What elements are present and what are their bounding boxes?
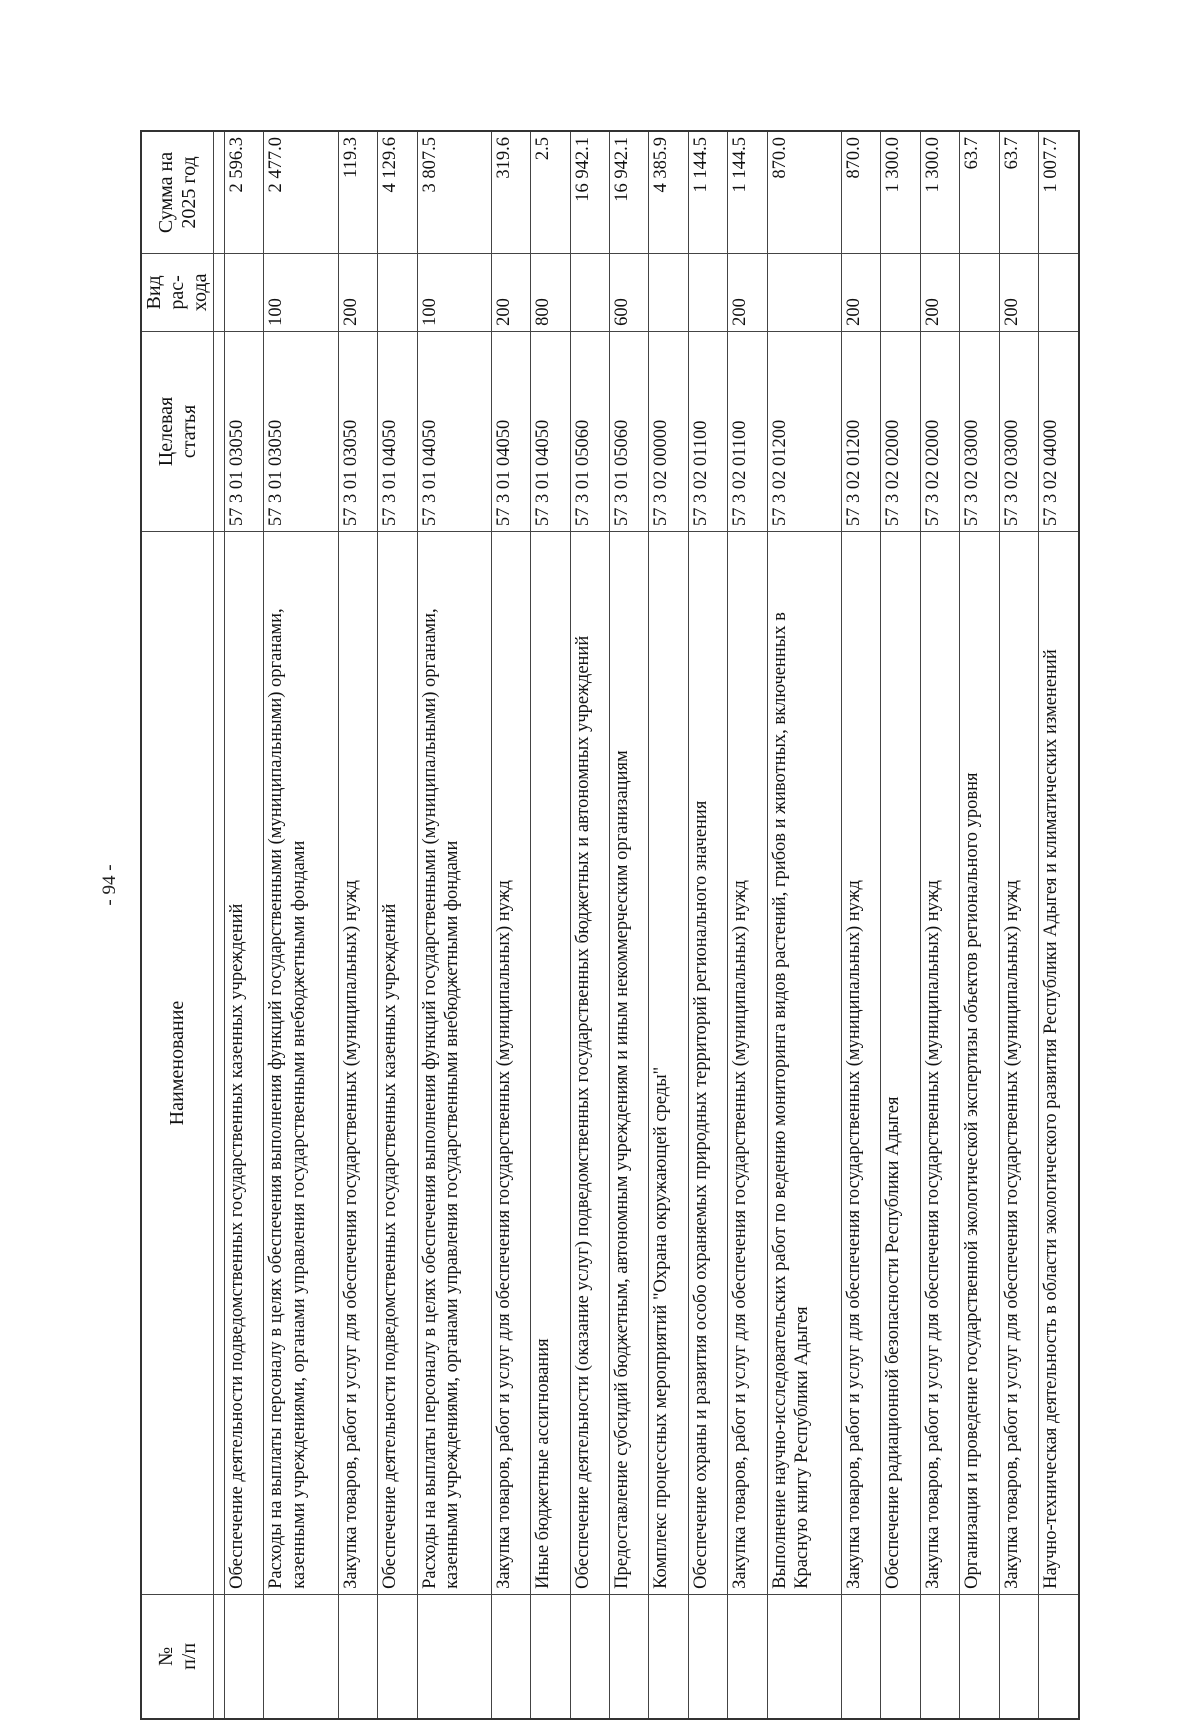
table-row — [920, 131, 959, 1719]
row-sum: 16 942.1 — [570, 131, 609, 253]
row-sum: 870.0 — [841, 131, 880, 253]
row-num — [570, 1594, 609, 1719]
row-sum: 3 807.5 — [417, 131, 491, 253]
row-kind: 200 — [920, 253, 959, 331]
row-sum: 16 942.1 — [610, 131, 649, 253]
row-sum: 2 596.3 — [225, 131, 264, 253]
row-name: Закупка товаров, работ и услуг для обеспечения государственных (муниципальных) нужд — [999, 532, 1038, 1595]
table-row — [1039, 131, 1079, 1719]
row-num — [531, 1594, 570, 1719]
header-sum — [141, 131, 214, 253]
spacer-cell — [214, 1594, 225, 1719]
row-kind: 200 — [728, 253, 767, 331]
table-row — [264, 131, 338, 1719]
spacer-cell — [214, 253, 225, 331]
row-sum: 2.5 — [531, 131, 570, 253]
row-num — [1039, 1594, 1079, 1719]
table-row — [728, 131, 767, 1719]
row-code: 57 3 01 04050 — [417, 331, 491, 531]
row-name: Закупка товаров, работ и услуг для обеспечения государственных (муниципальных) нужд — [841, 532, 880, 1595]
row-name: Обеспечение деятельности (оказание услуг) подведомственных государственных бюджетных и автономных учреждений — [570, 532, 609, 1595]
row-kind: 800 — [531, 253, 570, 331]
row-name: Научно-техническая деятельность в области экологического развития Республики Адыгея и климатических изменений — [1039, 532, 1079, 1595]
header-name-text: Наименование — [166, 1000, 188, 1126]
row-sum: 319.6 — [491, 131, 530, 253]
header-name — [141, 532, 214, 1595]
spacer-cell — [214, 532, 225, 1595]
row-name: Выполнение научно-исследовательских работ по ведению мониторинга видов растений, грибов и животных, включенных в Красную книгу Республики Адыгея — [767, 532, 841, 1595]
row-sum: 1 300.0 — [881, 131, 920, 253]
row-name: Обеспечение радиационной безопасности Республики Адыгея — [881, 532, 920, 1595]
spacer-cell — [214, 131, 225, 253]
header-kind — [141, 253, 214, 331]
row-sum: 870.0 — [767, 131, 841, 253]
row-num — [999, 1594, 1038, 1719]
row-num — [338, 1594, 377, 1719]
row-kind: 200 — [841, 253, 880, 331]
row-code: 57 3 01 05060 — [610, 331, 649, 531]
row-name: Иные бюджетные ассигнования — [531, 532, 570, 1595]
row-num — [728, 1594, 767, 1719]
table-row — [688, 131, 727, 1719]
table-row — [378, 131, 417, 1719]
spacer-cell — [214, 331, 225, 531]
row-kind: 600 — [610, 253, 649, 331]
row-kind — [378, 253, 417, 331]
row-name: Обеспечение деятельности подведомственных государственных казенных учреждений — [225, 532, 264, 1595]
row-sum: 1 144.5 — [688, 131, 727, 253]
row-sum: 63.7 — [960, 131, 999, 253]
row-sum: 4 129.6 — [378, 131, 417, 253]
row-num — [610, 1594, 649, 1719]
table-row — [491, 131, 530, 1719]
row-num — [920, 1594, 959, 1719]
table-header-row — [141, 131, 214, 1719]
row-kind: 100 — [264, 253, 338, 331]
rotated-table-container — [140, 130, 1080, 1720]
row-code: 57 3 02 01200 — [767, 331, 841, 531]
table-row — [338, 131, 377, 1719]
row-code: 57 3 02 01200 — [841, 331, 880, 531]
row-num — [841, 1594, 880, 1719]
table-row — [649, 131, 688, 1719]
row-name: Закупка товаров, работ и услуг для обеспечения государственных (муниципальных) нужд — [728, 532, 767, 1595]
row-num — [649, 1594, 688, 1719]
row-name: Предоставление субсидий бюджетным, автономным учреждениям и иным некоммерческим организациям — [610, 532, 649, 1595]
header-num — [141, 1594, 214, 1719]
row-code: 57 3 02 01100 — [688, 331, 727, 531]
page-number: - 94 - — [99, 864, 120, 906]
table-row — [225, 131, 264, 1719]
row-num — [767, 1594, 841, 1719]
row-sum: 2 477.0 — [264, 131, 338, 253]
row-num — [417, 1594, 491, 1719]
row-name: Обеспечение охраны и развития особо охраняемых природных территорий регионального значения — [688, 532, 727, 1595]
row-num — [491, 1594, 530, 1719]
row-code: 57 3 02 00000 — [649, 331, 688, 531]
row-kind — [881, 253, 920, 331]
row-num — [225, 1594, 264, 1719]
table-row — [960, 131, 999, 1719]
table-row — [417, 131, 491, 1719]
row-code: 57 3 02 02000 — [881, 331, 920, 531]
row-code: 57 3 02 03000 — [999, 331, 1038, 531]
row-name: Организация и проведение государственной экологической экспертизы объектов регионального уровня — [960, 532, 999, 1595]
row-num — [264, 1594, 338, 1719]
table-row — [610, 131, 649, 1719]
header-kind-text: Вид рас- хода — [143, 273, 211, 312]
row-code: 57 3 02 02000 — [920, 331, 959, 531]
table-row — [570, 131, 609, 1719]
row-name: Закупка товаров, работ и услуг для обеспечения государственных (муниципальных) нужд — [920, 532, 959, 1595]
table-row — [841, 131, 880, 1719]
row-kind: 100 — [417, 253, 491, 331]
row-kind — [960, 253, 999, 331]
row-name: Расходы на выплаты персоналу в целях обеспечения выполнения функций государственными (муниципальными) органами, казенными учреждениями, органами управления государственными внебюджетными фондами — [417, 532, 491, 1595]
row-kind — [688, 253, 727, 331]
table-row — [999, 131, 1038, 1719]
row-sum: 119.3 — [338, 131, 377, 253]
budget-table — [140, 130, 1080, 1720]
row-kind — [767, 253, 841, 331]
row-kind: 200 — [491, 253, 530, 331]
row-code: 57 3 01 03050 — [225, 331, 264, 531]
row-code: 57 3 01 04050 — [378, 331, 417, 531]
row-code: 57 3 01 03050 — [264, 331, 338, 531]
row-sum: 1 144.5 — [728, 131, 767, 253]
row-code: 57 3 02 03000 — [960, 331, 999, 531]
row-sum: 1 300.0 — [920, 131, 959, 253]
row-name: Обеспечение деятельности подведомственных государственных казенных учреждений — [378, 532, 417, 1595]
row-code: 57 3 02 01100 — [728, 331, 767, 531]
row-kind: 200 — [999, 253, 1038, 331]
row-code: 57 3 01 04050 — [491, 331, 530, 531]
row-code: 57 3 02 04000 — [1039, 331, 1079, 531]
row-kind — [570, 253, 609, 331]
header-code-text: Целевая статья — [154, 396, 200, 467]
table-row — [767, 131, 841, 1719]
row-code: 57 3 01 04050 — [531, 331, 570, 531]
row-name: Расходы на выплаты персоналу в целях обеспечения выполнения функций государственными (муниципальными) органами, казенными учреждениями, органами управления государственными внебюджетными фондами — [264, 532, 338, 1595]
table-row — [881, 131, 920, 1719]
header-sum-text: Сумма на 2025 год — [154, 151, 200, 234]
row-sum: 1 007.7 — [1039, 131, 1079, 253]
row-name: Закупка товаров, работ и услуг для обеспечения государственных (муниципальных) нужд — [491, 532, 530, 1595]
row-num — [378, 1594, 417, 1719]
row-name: Комплекс процессных мероприятий "Охрана окружающей среды" — [649, 532, 688, 1595]
row-kind — [649, 253, 688, 331]
row-code: 57 3 01 03050 — [338, 331, 377, 531]
row-kind: 200 — [338, 253, 377, 331]
row-kind — [1039, 253, 1079, 331]
row-kind — [225, 253, 264, 331]
header-num-text: № п/п — [154, 1642, 200, 1670]
row-sum: 4 385.9 — [649, 131, 688, 253]
row-num — [688, 1594, 727, 1719]
row-name: Закупка товаров, работ и услуг для обеспечения государственных (муниципальных) нужд — [338, 532, 377, 1595]
header-code — [141, 331, 214, 531]
table-spacer-row — [214, 131, 225, 1719]
row-code: 57 3 01 05060 — [570, 331, 609, 531]
row-num — [960, 1594, 999, 1719]
table-row — [531, 131, 570, 1719]
row-num — [881, 1594, 920, 1719]
row-sum: 63.7 — [999, 131, 1038, 253]
